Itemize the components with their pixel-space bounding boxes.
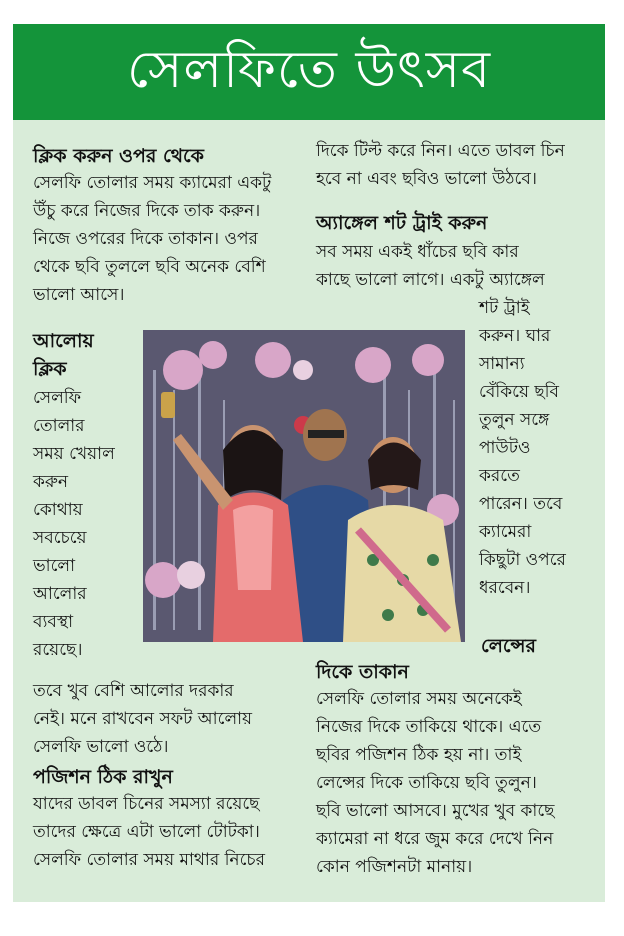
selfie-photo bbox=[143, 330, 465, 642]
section-body-light-wide: তবে খুব বেশি আলোর দরকার নেই। মনে রাখবেন সফট আলোয় সেলফি ভালো ওঠে। bbox=[33, 681, 253, 757]
section-body-light-narrow: সেলফি তোলার সময় খেয়াল করুন কোথায় সবচেয়ে ভালো আলোর ব্যবস্থা রয়েছে। bbox=[33, 388, 115, 660]
section-heading-click-from-above: ক্লিক করুন ওপর থেকে bbox=[33, 145, 204, 167]
section-body-lens: সেলফি তোলার সময় অনেকেই নিজের দিকে তাকিয়ে থাকে। এতে ছবির পজিশন ঠিক হয় না। তাই লেন্সের দিকে তাকিয়ে ছবি তুলুন। ছবি ভালো আসবে। মুখের খুব কাছে ক্যামেরা না ধরে জুম করে দেখে নিন কোন পজিশনটা মানায়। bbox=[316, 689, 555, 877]
selfie-photo-illustration bbox=[143, 330, 465, 642]
section-body-angle-shot-narrow: শট ট্রাই করুন। ঘার সামান্য বেঁকিয়ে ছবি তুলুন সঙ্গে পাউটও করতে পারেন। তবে ক্যামেরা কিছুটা ওপরে ধরবেন। bbox=[479, 298, 566, 598]
section-heading-angle-shot: অ্যাঙ্গেল শট ট্রাই করুন bbox=[316, 212, 488, 234]
section-heading-lens-1: লেন্সের bbox=[481, 635, 536, 657]
section-body-angle-shot-wide: সব সময় একই ধাঁচের ছবি কার কাছে ভালো লাগে। একটু অ্যাঙ্গেল bbox=[316, 242, 545, 290]
article-title-text: সেলফিতে উৎসব bbox=[126, 39, 492, 100]
article-title bbox=[13, 24, 605, 120]
section-heading-position: পজিশন ঠিক রাখুন bbox=[33, 766, 173, 788]
section-heading-light-1: আলোয় bbox=[33, 330, 94, 352]
section-body-position-continued: দিকে টিল্ট করে নিন। এতে ডাবল চিন হবে না এবং ছবিও ভালো উঠবে। bbox=[316, 141, 565, 189]
section-heading-lens-2: দিকে তাকান bbox=[316, 661, 409, 683]
section-heading-light-2: ক্লিক bbox=[33, 358, 67, 380]
section-body-position: যাদের ডাবল চিনের সমস্যা রয়েছে তাদের ক্ষেত্রে এটা ভালো টোটকা। সেলফি তোলার সময় মাথার নিচের bbox=[33, 794, 265, 870]
section-body-click-from-above: সেলফি তোলার সময় ক্যামেরা একটু উঁচু করে নিজের দিকে তাক করুন। নিজে ওপরের দিকে তাকান। ওপর থেকে ছবি তুললে ছবি অনেক বেশি ভালো আসে। bbox=[33, 173, 272, 305]
